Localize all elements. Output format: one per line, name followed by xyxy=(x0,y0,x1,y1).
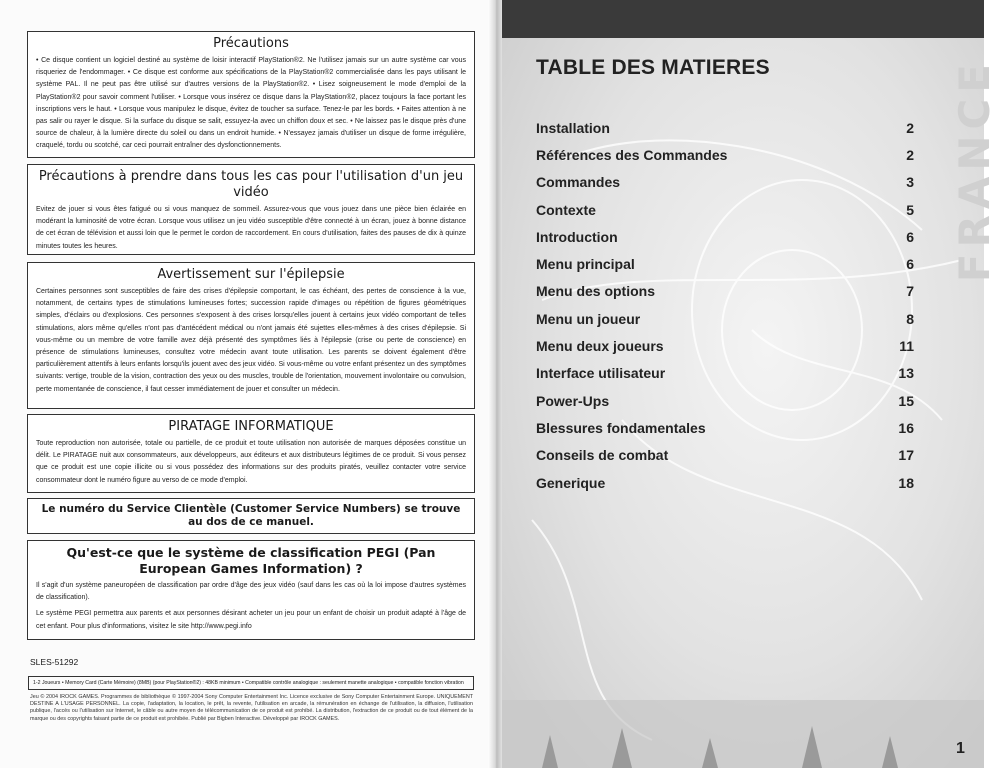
toc-entry-page: 11 xyxy=(899,338,914,355)
toc-entry[interactable] xyxy=(536,469,914,496)
toc-entry[interactable] xyxy=(536,305,914,332)
right-page xyxy=(502,0,999,768)
video-game-precautions-box xyxy=(27,164,475,255)
toc-entry-page: 17 xyxy=(898,447,914,464)
precautions-box xyxy=(27,31,475,158)
toc-entry[interactable] xyxy=(536,414,914,441)
toc-entry-page: 8 xyxy=(906,310,914,327)
pegi-text-2: Le système PEGI permettra aux parents et aux personnes désirant acheter un jeu pour un enfant de choisir un produit adapté à l'âge de cet enfant. Pour plus d'informations, visitez le site http://www.pegi.info xyxy=(36,610,466,630)
pegi-box xyxy=(27,540,475,640)
toc-entry[interactable] xyxy=(536,196,914,223)
toc-entry-label: Commandes xyxy=(536,174,621,191)
precautions-text: • Ce disque contient un logiciel destiné au système de loisir interactif PlayStation®2. Ne l'utilisez jamais sur un autre système car vous risqueriez de l'endommager. • Ce disque est conforme aux spécifications de la PlayStation®2 commercialisée dans les pays utilisant le système PAL. Il ne peut pas être utilisé sur d'autres versions de la PlayStation®2. • Lisez soigneusement le mode d'emploi de la PlayStation®2 pour savoir comment l'utiliser. • Lorsque vous insérez ce disque dans la PlayStation®2, placez toujours la face portant les inscriptions vers le haut. • Lorsque vous manipulez le disque, évitez de toucher sa surface. Tenez-le par les bords. • Faites attention à ne pas salir ou rayer le disque. Si la surface du disque se salit, essuyez-la avec un chiffon doux et sec. • Ne laissez pas le disque près d'une source de chaleur, à la lumière directe du soleil ou dans un endroit humide. • N'essayez jamais d'utiliser un disque de forme irrégulière, craquelé, tordu ou scotché, car ceci pourrait entraîner des dysfonctionnements. xyxy=(36,57,466,150)
toc-entry-page: 5 xyxy=(906,201,914,218)
toc-entry[interactable] xyxy=(536,141,914,168)
pegi-title: Qu'est-ce que le système de classification PEGI (Pan European Games Information) ? xyxy=(66,545,436,576)
epilepsy-warning-text: Certaines personnes sont susceptibles de faire des crises d'épilepsie comportant, le cas échéant, des pertes de conscience à la vue, notamment, de certains types de stimulations lumineuses fortes; succession rapide d'images ou répétition de figures géométriques simples, d'éclairs ou d'explosions. Ces personnes s'exposent à des crises lorsqu'elles jouent à certains jeux vidéo comportant de telles stimulations, alors même qu'elles n'ont pas d'antécédent médical ou n'ont jamais été sujettes elles-mêmes à des crises d'épilepsie. Si vous-même ou un membre de votre famille avez déjà présenté des symptômes liés à l'épilepsie (crise ou perte de conscience) en présence de stimulations lumineuses, consultez votre médecin avant toute utilisation. Les parents se doivent également d'être particulièrement attentifs à leurs enfants lorsqu'ils jouent avec des jeux vidéo. Si vous-même ou votre enfant présentez un des symptômes suivants: vertige, trouble de la vision, contraction des yeux ou des muscles, trouble de l'orientation, mouvement involontaire ou convulsion, perte momentanée de conscience, il faut cesser immédiatement de jouer et consulter un médecin. xyxy=(36,288,466,393)
toc-entry-page: 13 xyxy=(898,365,914,382)
left-page xyxy=(0,0,493,768)
toc-entry-label: Interface utilisateur xyxy=(536,365,666,382)
language-side-label: FRANCE xyxy=(950,58,999,283)
toc-entry[interactable] xyxy=(536,169,914,196)
product-code: SLES-51292 xyxy=(30,657,79,667)
game-info-bar: 1-2 Joueurs • Memory Card (Carte Mémoire) (8MB) (pour PlayStation®2) : 48KB minimum • Compatible contrôle analogique : seulement manette analogique • compatible fonction vibration xyxy=(28,676,474,690)
toc-entry-label: Power-Ups xyxy=(536,392,610,409)
toc-entry-page: 6 xyxy=(906,228,914,245)
toc-entry-page: 2 xyxy=(906,146,914,163)
toc-entry-label: Installation xyxy=(536,119,610,136)
toc-entry-page: 18 xyxy=(898,474,914,491)
epilepsy-warning-title: Avertissement sur l'épilepsie xyxy=(157,267,345,282)
toc-entry[interactable] xyxy=(536,278,914,305)
toc-entry-label: Conseils de combat xyxy=(536,447,669,464)
toc-entry-label: Blessures fondamentales xyxy=(536,419,706,436)
precautions-title: Précautions xyxy=(213,36,289,51)
toc-entry-page: 2 xyxy=(906,119,914,136)
toc-entry[interactable] xyxy=(536,360,914,387)
toc-entry-label: Introduction xyxy=(536,228,618,245)
top-banner xyxy=(502,0,984,38)
legal-notice: Jeu © 2004 IROCK GAMES. Programmes de bibliothèque © 1997-2004 Sony Computer Entertainment Inc. Licence exclusive de Sony Computer Entertainment Europe. UNIQUEMENT DESTINE A L'USAGE PERSONNEL. La copie, l'adaptation, la location, le prêt, la revente, l'utilisation en arcade, la rémunération en échange de l'utilisation, la diffusion, l'utilisation publique, l'accès ou l'utilisation sur Internet, le câble ou autre moyen de télécommunication de ce produit est prohibé. La distribution, l'extraction de ce produit ou de tout élément de la marque ou des copyrights faisant partie de ce produit est prohibée. Publié par Bigben Interactive. Développé par IROCK GAMES. xyxy=(30,694,473,722)
toc-entry-page: 7 xyxy=(906,283,914,300)
toc-entry[interactable] xyxy=(536,223,914,250)
toc-entry-label: Menu deux joueurs xyxy=(536,338,664,355)
customer-service-text: Le numéro du Service Clientèle (Customer Service Numbers) se trouve au dos de ce manuel. xyxy=(41,503,461,528)
piracy-box xyxy=(27,414,475,493)
piracy-text: Toute reproduction non autorisée, totale ou partielle, de ce produit et toute utilisation non autorisée de marques déposées constitue un délit. Le PIRATAGE nuit aux consommateurs, aux développeurs, aux éditeurs et aux distributeurs légitimes de ce produit. Si vous pensez que ce produit est une copie illicite ou si vous possédez des informations sur des produits piratés, veuillez contacter votre service consommateur dont le numéro figure au verso de ce mode d'emploi. xyxy=(36,440,466,484)
toc-entry-label: Contexte xyxy=(536,201,596,218)
toc-entry-page: 16 xyxy=(898,419,914,436)
toc-entry-page: 15 xyxy=(898,392,914,409)
customer-service-box xyxy=(27,498,475,534)
toc-entry[interactable] xyxy=(536,442,914,469)
toc-entry-label: Menu un joueur xyxy=(536,310,641,327)
toc-entry[interactable] xyxy=(536,332,914,359)
pegi-text-1: Il s'agit d'un système paneuropéen de classification par ordre d'âge des jeux vidéo (sauf dans les cas où la loi impose d'autres systèmes de classification). xyxy=(36,582,466,602)
toc-entry[interactable] xyxy=(536,387,914,414)
toc-entry-label: Generique xyxy=(536,474,606,491)
toc-entry-page: 3 xyxy=(906,174,914,191)
toc-list xyxy=(536,114,914,496)
video-game-precautions-text: Evitez de jouer si vous êtes fatigué ou si vous manquez de sommeil. Assurez-vous que vous jouez dans une pièce bien éclairée en modérant la luminosité de votre écran. Lorsque vous utilisez un jeu vidéo susceptible d'être connecté à un écran, jouez à bonne distance de cet écran de télévision et aussi loin que le permet le cordon de raccordement. En cours d'utilisation, faites des pauses de dix à quinze minutes toutes les heures. xyxy=(36,206,466,250)
toc-entry[interactable] xyxy=(536,250,914,277)
epilepsy-warning-box xyxy=(27,262,475,409)
video-game-precautions-title: Précautions à prendre dans tous les cas pour l'utilisation d'un jeu vidéo xyxy=(38,169,464,200)
toc-entry-label: Menu des options xyxy=(536,283,655,300)
toc-entry[interactable] xyxy=(536,114,914,141)
piracy-title: PIRATAGE INFORMATIQUE xyxy=(168,419,334,434)
page-number: 1 xyxy=(956,740,965,757)
toc-entry-page: 6 xyxy=(906,256,914,273)
toc-entry-label: Menu principal xyxy=(536,256,635,273)
toc-entry-label: Références des Commandes xyxy=(536,146,728,163)
toc-title: TABLE DES MATIERES xyxy=(536,56,770,79)
